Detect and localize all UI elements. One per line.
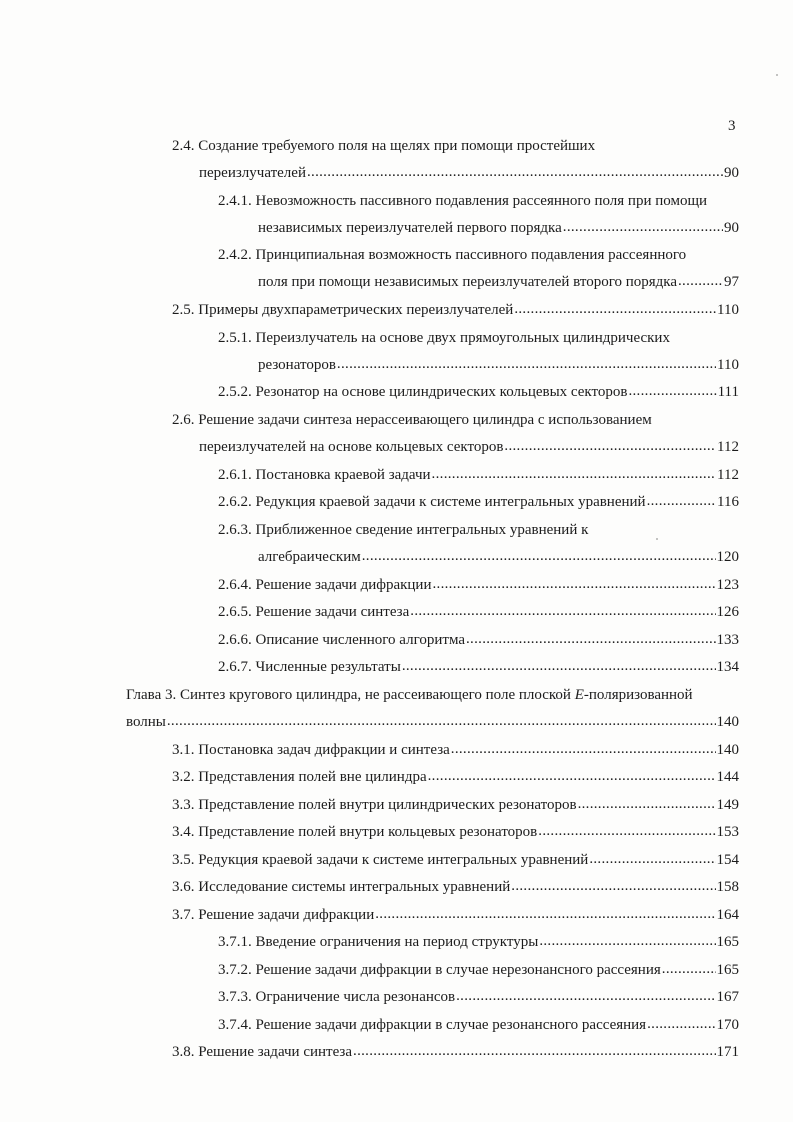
toc-title: 3.7.4. Решение задачи дифракции в случае резонансного рассеяния	[218, 1017, 647, 1033]
toc-page-num: 123	[716, 577, 739, 593]
toc-page-num: 171	[716, 1044, 739, 1060]
toc-page-num: 97	[724, 274, 739, 290]
toc-entry-2-6-7	[218, 658, 739, 676]
leader-dots	[647, 1015, 715, 1033]
toc-page-num: 134	[716, 659, 739, 675]
toc-title: 3.6. Исследование системы интегральных уравнений	[172, 879, 511, 895]
toc-entry-3-5	[172, 851, 739, 869]
toc-title-2-4-1: 2.4.1. Невозможность пассивного подавления рассеянного поля при помощи	[218, 193, 708, 209]
toc-entry-2-6-5	[218, 603, 739, 621]
toc-cont: переизлучателей на основе кольцевых секторов	[199, 439, 504, 455]
toc-entry-3-7-3	[218, 988, 739, 1006]
toc-title: 2.6.6. Описание численного алгоритма	[218, 632, 465, 648]
toc-entry-2-4-2	[258, 273, 739, 291]
toc-entry-2-6-2	[218, 493, 739, 511]
leader-dots	[353, 1042, 715, 1060]
leader-dots	[538, 822, 715, 840]
toc-title: 3.3. Представление полей внутри цилиндрических резонаторов	[172, 797, 577, 813]
toc-entry-3-1	[172, 741, 739, 759]
toc-entry-2-5-1	[258, 356, 739, 374]
toc-title: 2.5. Примеры двухпараметрических переизлучателей	[172, 302, 514, 318]
toc-entry-2-6	[199, 438, 739, 456]
leader-dots	[362, 547, 716, 565]
toc-title: 3.5. Редукция краевой задачи к системе интегральных уравнений	[172, 852, 589, 868]
toc-entry-2-5	[172, 301, 739, 319]
toc-title: 3.7.2. Решение задачи дифракции в случае нерезонансного рассеяния	[218, 962, 661, 978]
toc-title: 2.6.5. Решение задачи синтеза	[218, 604, 410, 620]
leader-dots	[578, 795, 716, 813]
toc-entry-3-7-1	[218, 933, 739, 951]
scan-speck	[656, 538, 658, 540]
toc-cont: переизлучателей	[199, 165, 306, 181]
leader-dots	[678, 272, 723, 290]
leader-dots	[167, 712, 716, 730]
leader-dots	[337, 355, 716, 373]
toc-title: 3.7. Решение задачи дифракции	[172, 907, 375, 923]
toc-title: 2.6.7. Численные результаты	[218, 659, 401, 675]
toc-page-num: 167	[716, 989, 739, 1005]
toc-title: 3.8. Решение задачи синтеза	[172, 1044, 353, 1060]
toc-entry-3-7-4	[218, 1016, 739, 1034]
toc-entry-2-4-1	[258, 219, 739, 237]
leader-dots	[375, 905, 715, 923]
toc-page-num: 170	[716, 1017, 739, 1033]
leader-dots	[539, 932, 715, 950]
toc-page-num: 90	[724, 220, 739, 236]
toc-entry-3-2	[172, 768, 739, 786]
toc-entry-3-8	[172, 1043, 739, 1061]
toc-page-num: 110	[717, 357, 739, 373]
toc-title: 3.7.3. Ограничение числа резонансов	[218, 989, 456, 1005]
leader-dots	[511, 877, 715, 895]
toc-page-num: 158	[716, 879, 739, 895]
toc-entry-2-6-3	[258, 548, 739, 566]
toc-title: 3.7.1. Введение ограничения на период структуры	[218, 934, 539, 950]
toc-entry-3-3	[172, 796, 739, 814]
toc-title: 3.4. Представление полей внутри кольцевых резонаторов	[172, 824, 538, 840]
toc-title: 3.1. Постановка задач дифракции и синтеза	[172, 742, 450, 758]
page-number: 3	[728, 118, 736, 134]
toc-entry-2-6-1	[218, 466, 739, 484]
toc-title: 2.5.2. Резонатор на основе цилиндрических кольцевых секторов	[218, 384, 628, 400]
leader-dots	[647, 492, 716, 510]
toc-title: 3.2. Представления полей вне цилиндра	[172, 769, 427, 785]
toc-page-num: 165	[716, 962, 739, 978]
toc-title-2-5-1: 2.5.1. Переизлучатель на основе двух прямоугольных цилиндрических	[218, 330, 670, 346]
leader-dots	[628, 382, 716, 400]
toc-page-num: 126	[716, 604, 739, 620]
leader-dots	[307, 163, 723, 181]
toc-page-num: 140	[716, 742, 739, 758]
toc-entry-2-5-2	[218, 383, 739, 401]
toc-title: 2.6.2. Редукция краевой задачи к системе интегральных уравнений	[218, 494, 646, 510]
toc-cont: поля при помощи независимых переизлучателей второго порядка	[258, 274, 677, 290]
scan-speck	[776, 74, 778, 76]
toc-chapter-3-title: Глава 3. Синтез кругового цилиндра, не рассеивающего поле плоской E-поляризованной	[126, 687, 693, 703]
toc-entry-2-6-6	[218, 631, 739, 649]
leader-dots	[410, 602, 715, 620]
toc-entry-chapter-3	[126, 713, 739, 731]
toc-page-num: 153	[716, 824, 739, 840]
toc-title-2-4: 2.4. Создание требуемого поля на щелях при помощи простейших	[172, 138, 596, 154]
leader-dots	[589, 850, 715, 868]
toc-title: 2.6.1. Постановка краевой задачи	[218, 467, 431, 483]
toc-page-num: 110	[717, 302, 739, 318]
leader-dots	[451, 740, 716, 758]
toc-title-2-4-2: 2.4.2. Принципиальная возможность пассивного подавления рассеянного	[218, 247, 687, 263]
toc-entry-2-4	[199, 164, 739, 182]
toc-cont: алгебраическим	[258, 549, 361, 565]
toc-entry-3-6	[172, 878, 739, 896]
toc-page-num: 133	[716, 632, 739, 648]
toc-cont: волны	[126, 714, 166, 730]
toc-page-num: 120	[716, 549, 739, 565]
toc-entry-3-7	[172, 906, 739, 924]
toc-page-num: 112	[717, 467, 739, 483]
toc-page-num: 111	[717, 384, 739, 400]
toc-page-num: 165	[716, 934, 739, 950]
toc-title-2-6: 2.6. Решение задачи синтеза нерассеивающего цилиндра с использованием	[172, 412, 652, 428]
toc-cont: резонаторов	[258, 357, 336, 373]
toc-title: 2.6.4. Решение задачи дифракции	[218, 577, 432, 593]
toc-page-num: 112	[717, 439, 739, 455]
leader-dots	[432, 465, 717, 483]
toc-title-2-6-3: 2.6.3. Приближенное сведение интегральных уравнений к	[218, 522, 589, 538]
leader-dots	[563, 218, 723, 236]
toc-cont: независимых переизлучателей первого порядка	[258, 220, 562, 236]
leader-dots	[504, 437, 716, 455]
toc-entry-2-6-4	[218, 576, 739, 594]
toc-entry-3-7-2	[218, 961, 739, 979]
toc-page-num: 140	[716, 714, 739, 730]
toc-page-num: 164	[716, 907, 739, 923]
toc-page-num: 116	[717, 494, 739, 510]
leader-dots	[466, 630, 716, 648]
leader-dots	[662, 960, 716, 978]
leader-dots	[432, 575, 715, 593]
toc-entry-3-4	[172, 823, 739, 841]
toc-page-num: 149	[716, 797, 739, 813]
leader-dots	[402, 657, 716, 675]
leader-dots	[514, 300, 716, 318]
leader-dots	[456, 987, 715, 1005]
leader-dots	[428, 767, 716, 785]
toc-page-num: 144	[716, 769, 739, 785]
toc-page-num: 154	[716, 852, 739, 868]
toc-page-num: 90	[724, 165, 739, 181]
